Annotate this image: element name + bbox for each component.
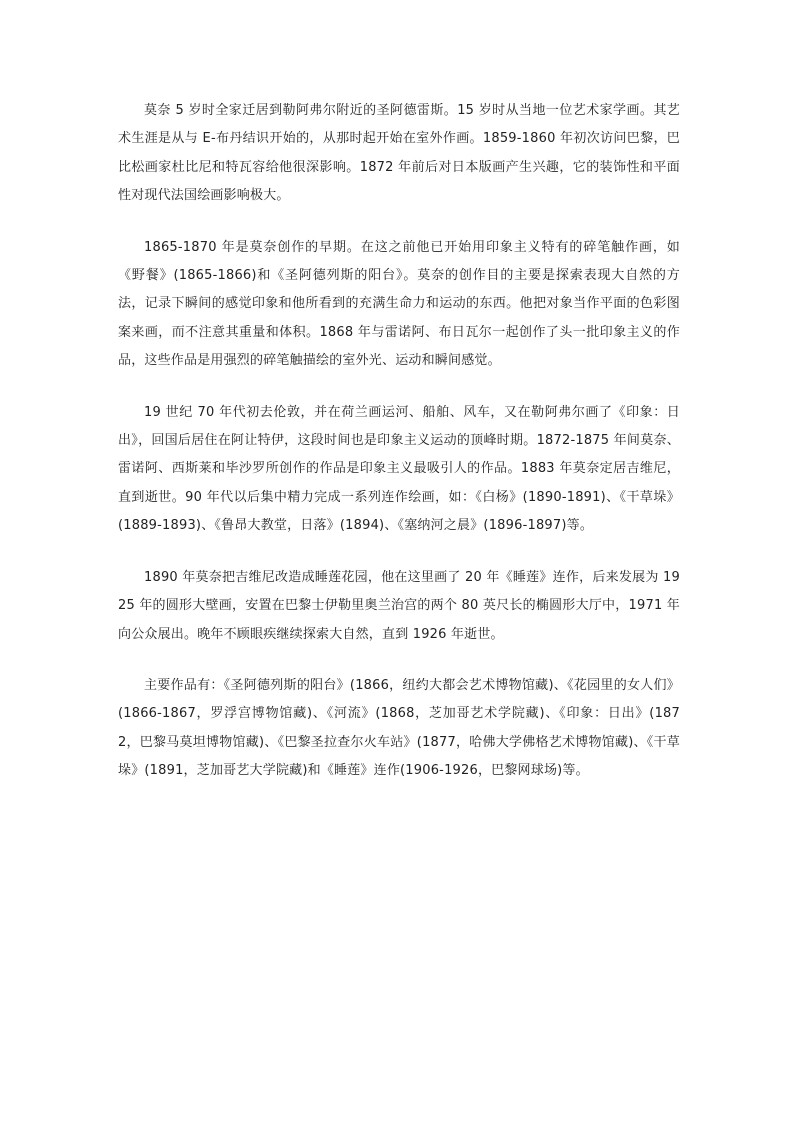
paragraph-giverny: 1890 年莫奈把吉维尼改造成睡莲花园，他在这里画了 20 年《睡莲》连作，后来发展为 1925 年的圆形大壁画，安置在巴黎士伊勒里奥兰治宫的两个 80 英尺长的椭圆形大厅中，1971 年向公众展出。晚年不顾眼疾继续探索大自然，直到 1926 年逝世。 — [118, 569, 680, 642]
document-body — [118, 97, 680, 809]
paragraph-major-works: 主要作品有：《圣阿德列斯的阳台》(1866，纽约大都会艺术博物馆藏)、《花园里的女人们》(1866-1867，罗浮宫博物馆藏)、《河流》(1868，芝加哥艺术学院藏)、《印象：日出》(1872，巴黎马莫坦博物馆藏)、《巴黎圣拉查尔火车站》(1877，哈佛大学佛格艺术博物馆藏)、《干草垛》(1891，芝加哥艺大学院藏)和《睡莲》连作(1906-1926，巴黎网球场)等。 — [118, 677, 680, 779]
paragraph-early-life: 莫奈 5 岁时全家迁居到勒阿弗尔附近的圣阿德雷斯。15 岁时从当地一位艺术家学画。其艺术生涯是从与 E-布丹结识开始的，从那时起开始在室外作画。1859-1860 年初次访问巴黎，巴比松画家杜比尼和特瓦容给他很深影响。1872 年前后对日本版画产生兴趣，它的装饰性和平面性对现代法国绘画影响极大。 — [118, 103, 680, 204]
paragraph-early-period: 1865-1870 年是莫奈创作的早期。在这之前他已开始用印象主义特有的碎笔触作画，如《野餐》(1865-1866)和《圣阿德列斯的阳台》。莫奈的创作目的主要是探索表现大自然的方法，记录下瞬间的感觉印象和他所看到的充满生命力和运动的东西。他把对象当作平面的色彩图案来画，而不注意其重量和体积。1868 年与雷诺阿、布日瓦尔一起创作了头一批印象主义的作品，这些作品是用强烈的碎笔触描绘的室外光、运动和瞬间感觉。 — [118, 239, 680, 369]
paragraph-1870s: 19 世纪 70 年代初去伦敦，并在荷兰画运河、船舶、风车，又在勒阿弗尔画了《印象：日出》，回国后居住在阿让特伊，这段时间也是印象主义运动的顶峰时期。1872-1875 年间莫奈、雷诺阿、西斯莱和毕沙罗所创作的作品是印象主义最吸引人的作品。1883 年莫奈定居吉维尼，直到逝世。90 年代以后集中精力完成一系列连作绘画，如：《白杨》(1890-1891)、《干草垛》(1889-1893)、《鲁昂大教堂，日落》(1894)、《塞纳河之晨》(1896-1897)等。 — [118, 404, 680, 534]
